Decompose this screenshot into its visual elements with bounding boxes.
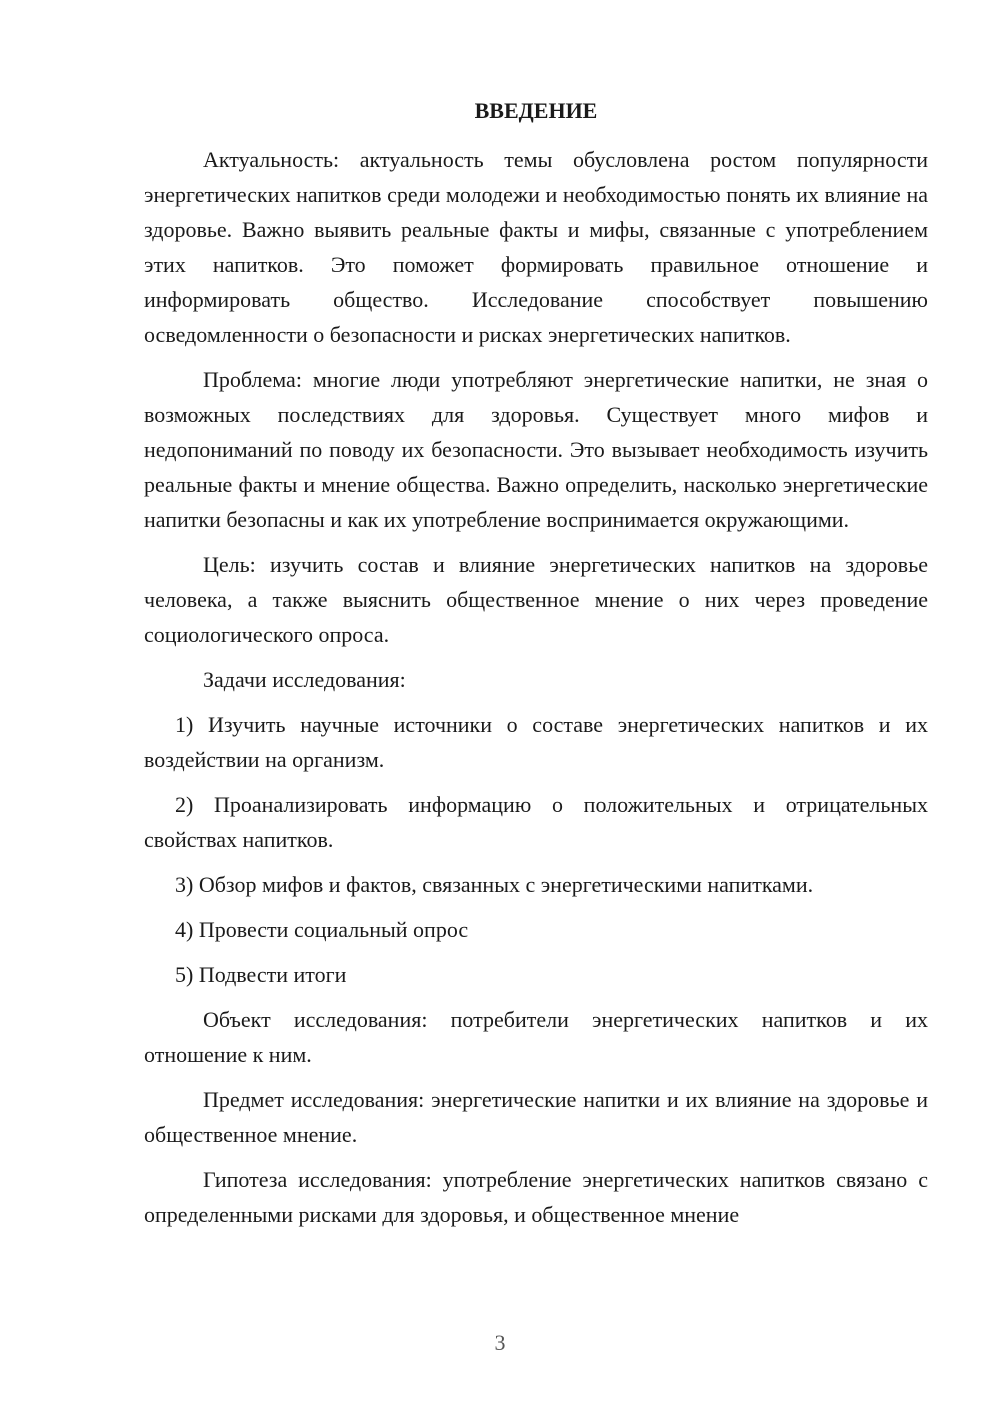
paragraph-object: Объект исследования: потребители энергетических напитков и их отношение к ним. [144, 1007, 928, 1067]
list-item: 1) Изучить научные источники о составе энергетических напитков и их воздействии на организм. [144, 712, 928, 772]
tasks-list [144, 707, 928, 992]
section-title: ВВЕДЕНИЕ [474, 98, 598, 123]
list-item: 2) Проанализировать информацию о положительных и отрицательных свойствах напитков. [144, 792, 928, 852]
list-item: 5) Подвести итоги [175, 962, 347, 987]
paragraph-subject: Предмет исследования: энергетические напитки и их влияние на здоровье и общественное мнение. [144, 1087, 928, 1147]
paragraph-problem: Проблема: многие люди употребляют энергетические напитки, не зная о возможных последствиях для здоровья. Существует много мифов и недопониманий по поводу их безопасности. Это вызывает необходимость изучить реальные факты и мнение общества. Важно определить, насколько энергетические напитки безопасны и как их употребление воспринимается окружающими. [144, 367, 928, 532]
paragraph-relevance: Актуальность: актуальность темы обусловлена ростом популярности энергетических напитков среди молодежи и необходимостью понять их влияние на здоровье. Важно выявить реальные факты и мифы, связанные с употреблением этих напитков. Это поможет формировать правильное отношение и информировать общество. Исследование способствует повышению осведомленности о безопасности и рисках энергетических напитков. [144, 147, 928, 347]
paragraph-hypothesis: Гипотеза исследования: употребление энергетических напитков связано с определенными рисками для здоровья, и общественное мнение [144, 1167, 928, 1227]
list-item: 4) Провести социальный опрос [175, 917, 469, 942]
list-item: 3) Обзор мифов и фактов, связанных с энергетическими напитками. [175, 872, 814, 897]
tasks-heading: Задачи исследования: [203, 667, 406, 692]
document-page [144, 93, 928, 1232]
paragraph-goal: Цель: изучить состав и влияние энергетических напитков на здоровье человека, а также выяснить общественное мнение о них через проведение социологического опроса. [144, 552, 928, 647]
page-number: 3 [494, 1330, 506, 1355]
